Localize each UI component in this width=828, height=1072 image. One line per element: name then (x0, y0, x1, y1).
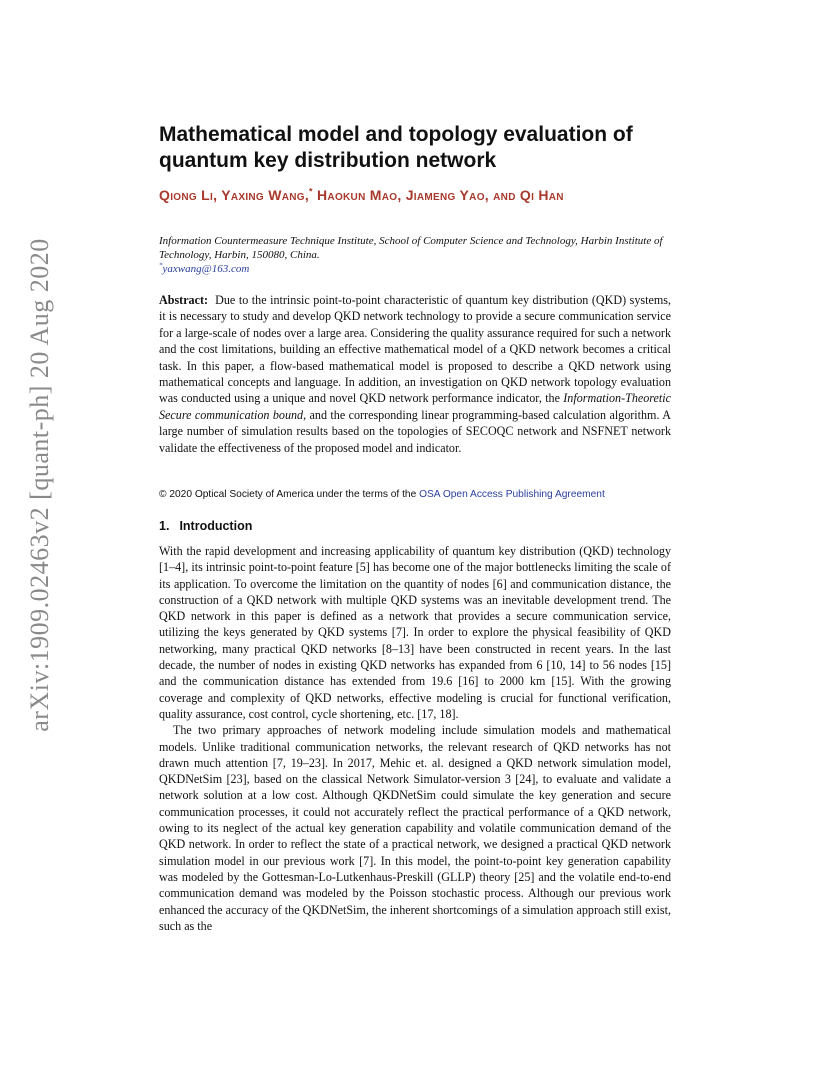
email-line (159, 262, 679, 276)
introduction-body (159, 543, 671, 934)
paragraph: The two primary approaches of network modeling include simulation models and mathematical models. Unlike traditional communication networks, the relevant research of QKD networks has not drawn much attention [7, 19–23]. In 2017, Mehic et. al. designed a QKD network simulation model, QKDNetSim [23], based on the classical Network Simulator-version 3 [24], to evaluate and validate a network solution at a low cost. Although QKDNetSim could simulate the key generation and secure communication processes, it could not accurately reflect the practical performance of a QKD network, owing to its neglect of the actual key generation capability and volatile communication demand of the QKD network. In order to reflect the state of a practical network, we designed a practical QKD network simulation model in our previous work [7]. In this model, the point-to-point key generation capability was modeled by the Gottesman-Lo-Lutkenhaus-Preskill (GLLP) theory [25] and the volatile end-to-end communication demand was modeled by the Poisson stochastic process. Although our previous work enhanced the accuracy of the QKDNetSim, the inherent shortcomings of a simulation approach still exist, such as the (159, 723, 671, 933)
copyright-text: © 2020 Optical Society of America under the terms of the (159, 489, 420, 500)
paper-title: Mathematical model and topology evaluation of quantum key distribution network (159, 123, 633, 172)
section-number: 1. (159, 519, 170, 533)
arxiv-id-text: arXiv:1909.02463v2 [quant-ph] 20 Aug 2020 (25, 238, 55, 732)
affiliation-text: Information Countermeasure Technique Institute, School of Computer Science and Technology, Harbin Institute of Technology, Harbin, 150080, China. (159, 235, 663, 261)
abstract-text-1: Due to the intrinsic point-to-point characteristic of quantum key distribution (QKD) systems, it is necessary to study and develop QKD network technology to provide a secure communication service for a large-scale of nodes over a large area. Considering the quality assurance required for such a network and the cost limitations, building an effective mathematical model of a QKD network becomes a critical task. In this paper, a flow-based mathematical model is proposed to describe a QKD network using mathematical concepts and language. In addition, an investigation on QKD network topology evaluation was conducted using a unique and novel QKD network performance indicator, the (159, 293, 671, 406)
affiliation (159, 234, 679, 276)
arxiv-identifier (10, 238, 70, 732)
abstract-italic-term: Information-Theoretic Secure communication bound (159, 391, 671, 422)
email-link[interactable]: yaxwang@163.com (162, 263, 250, 275)
copyright-notice (159, 488, 679, 502)
abstract (159, 292, 671, 456)
section-heading-introduction (159, 518, 252, 534)
authors-part2: Haokun Mao, Jiameng Yao, and Qi Han (312, 187, 564, 203)
license-link[interactable]: OSA Open Access Publishing Agreement (419, 489, 605, 500)
section-title: Introduction (179, 519, 253, 533)
abstract-label: Abstract: (159, 293, 209, 307)
authors-part1: Qiong Li, Yaxing Wang, (159, 187, 310, 203)
paragraph: With the rapid development and increasing applicability of quantum key distribution (QKD) technology [1–4], its intrinsic point-to-point feature [5] has become one of the major bottlenecks limiting the scale of its application. To overcome the limitation on the quantity of nodes [6] and communication distance, the construction of a QKD network with multiple QKD systems was an inevitable development trend. The QKD network in this paper is defined as a network that provides a secure communication service, utilizing the keys generated by QKD systems [7]. In order to explore the physical feasibility of QKD networking, many practical QKD networks [8–13] have been constructed in recent years. In the last decade, the number of nodes in existing QKD networks has expanded from 6 [10, 14] to 56 nodes [15] and the communication distance has extended from 19.6 [16] to 2000 km [15]. With the growing coverage and complexity of QKD networks, effective modeling is crucial for functional verification, quality assurance, cost control, cycle shortening, etc. [17, 18]. (159, 544, 671, 721)
corresponding-author-marker: * (309, 186, 313, 197)
author-list (159, 185, 679, 205)
email-marker: * (159, 261, 163, 270)
abstract-text-2: , and the corresponding linear programming-based calculation algorithm. A large number of simulation results based on the topologies of SECOQC network and NSFNET network validate the effectiveness of the proposed model and indicator. (159, 407, 671, 455)
